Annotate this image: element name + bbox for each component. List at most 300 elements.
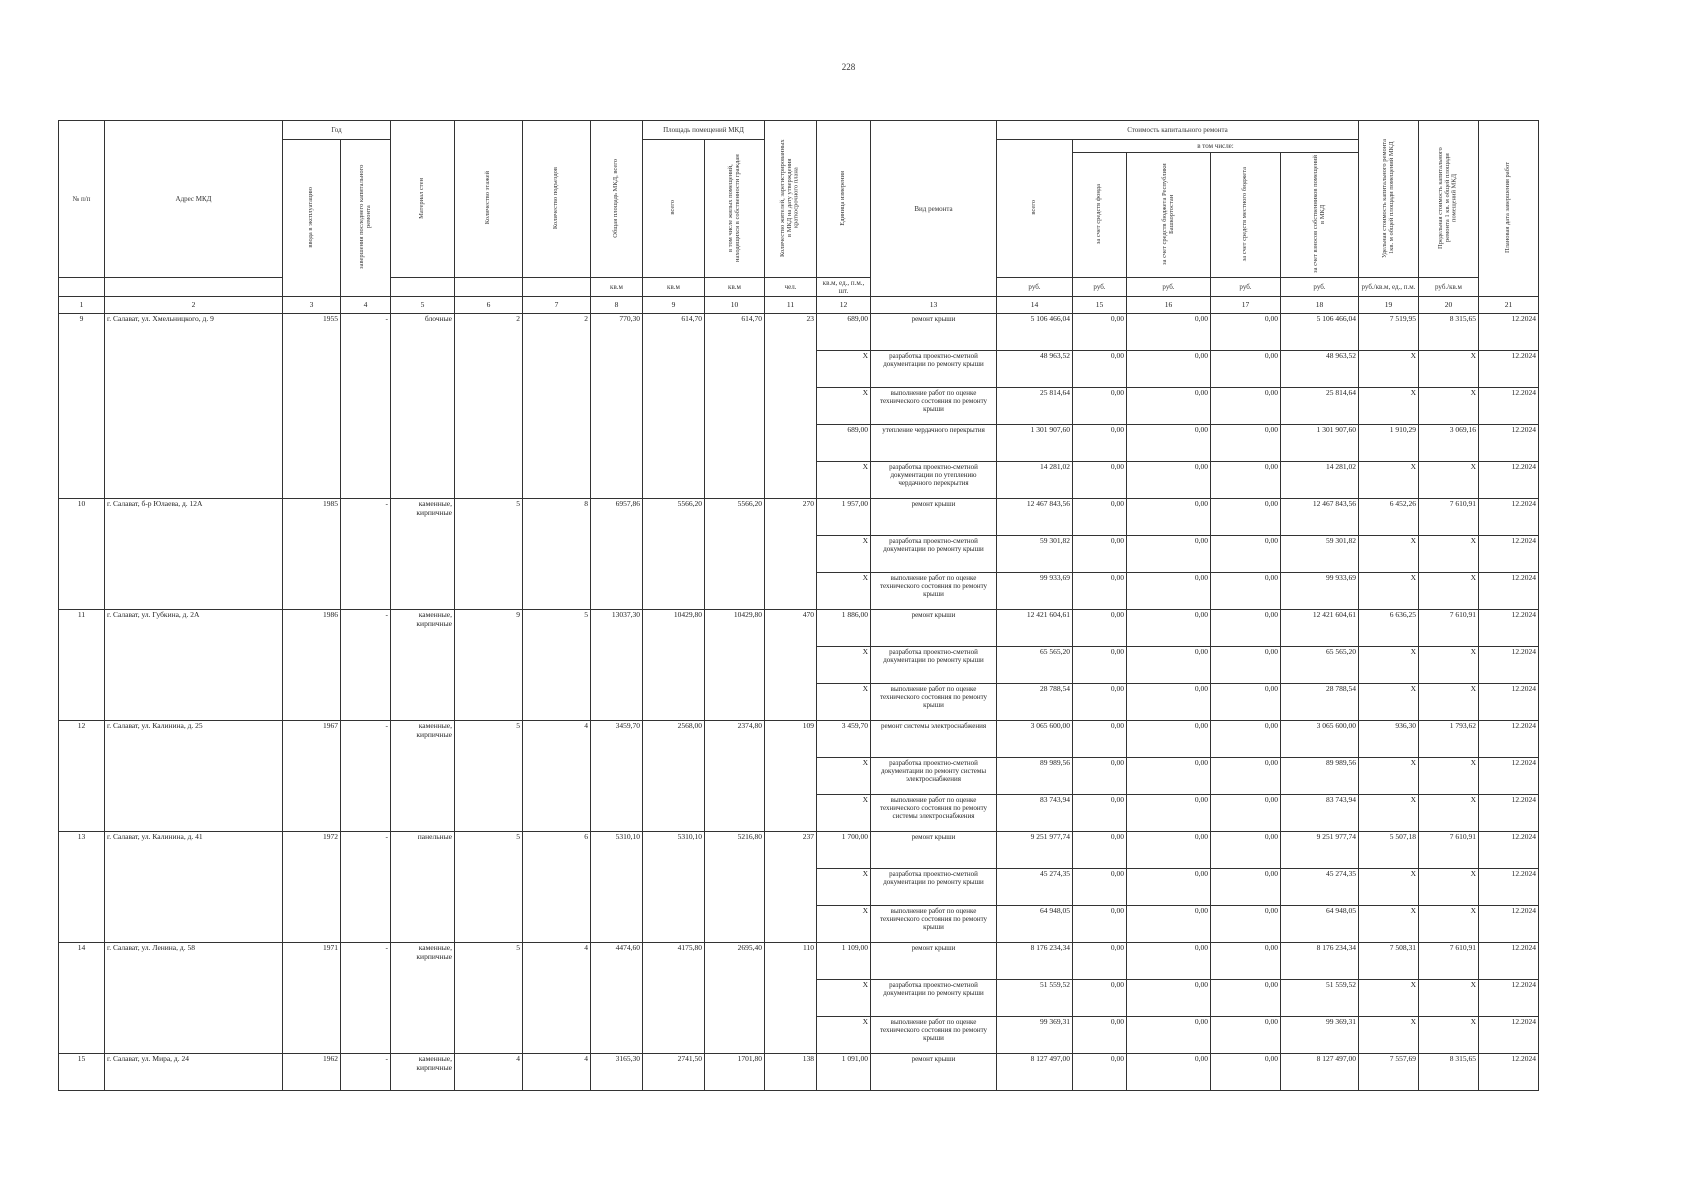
table-row <box>59 610 1539 647</box>
cost-local: 0,00 <box>1211 462 1281 499</box>
deadline-date: 12.2024 <box>1479 536 1539 573</box>
floors-count: 5 <box>455 943 523 1054</box>
cost-republic: 0,00 <box>1127 795 1211 832</box>
premises-included: 10429,80 <box>705 610 765 721</box>
unit-cost: X <box>1359 1017 1419 1054</box>
entrances-count: 2 <box>523 314 591 499</box>
limit-cost: 8 315,65 <box>1419 1054 1479 1091</box>
unit-cost: X <box>1359 647 1419 684</box>
entrances-count: 6 <box>523 832 591 943</box>
cost-total: 5 106 466,04 <box>997 314 1073 351</box>
deadline-date: 12.2024 <box>1479 869 1539 906</box>
cost-owners: 3 065 600,00 <box>1281 721 1359 758</box>
work-volume: X <box>817 906 871 943</box>
column-number: 20 <box>1419 297 1479 314</box>
cost-local: 0,00 <box>1211 425 1281 462</box>
floors-count: 9 <box>455 610 523 721</box>
cost-total: 28 788,54 <box>997 684 1073 721</box>
unit-cost: X <box>1359 536 1419 573</box>
limit-cost: X <box>1419 462 1479 499</box>
unit-empty-2 <box>105 278 283 297</box>
building-address: г. Салават, ул. Ленина, д. 58 <box>105 943 283 1054</box>
unit-cost-fund: руб. <box>1073 278 1127 297</box>
cost-total: 83 743,94 <box>997 795 1073 832</box>
table-row <box>59 943 1539 980</box>
cost-local: 0,00 <box>1211 758 1281 795</box>
column-number: 12 <box>817 297 871 314</box>
total-area: 5310,10 <box>591 832 643 943</box>
col-unit-cost-header: Удельная стоимость капитального ремонта 1кв. м общей площади помещений МКД <box>1359 121 1419 278</box>
cost-republic: 0,00 <box>1127 906 1211 943</box>
entrances-count: 5 <box>523 610 591 721</box>
deadline-date: 12.2024 <box>1479 1054 1539 1091</box>
building-number: 10 <box>59 499 105 610</box>
residents-count: 23 <box>765 314 817 499</box>
residents-count: 110 <box>765 943 817 1054</box>
column-numbers-row <box>59 297 1539 314</box>
floors-count: 5 <box>455 721 523 832</box>
cost-local: 0,00 <box>1211 795 1281 832</box>
cost-fund: 0,00 <box>1073 758 1127 795</box>
cost-fund: 0,00 <box>1073 1017 1127 1054</box>
unit-cost: X <box>1359 906 1419 943</box>
unit-premises-total: кв.м <box>643 278 705 297</box>
units-row <box>59 278 1539 297</box>
cost-fund: 0,00 <box>1073 980 1127 1017</box>
col-work-type-header: Вид ремонта <box>871 121 997 297</box>
col-year-group-header: Год <box>283 121 391 140</box>
cost-local: 0,00 <box>1211 573 1281 610</box>
unit-total-area: кв.м <box>591 278 643 297</box>
cost-republic: 0,00 <box>1127 388 1211 425</box>
unit-cost: 6 636,25 <box>1359 610 1419 647</box>
unit-limit-cost: руб./кв.м <box>1419 278 1479 297</box>
column-number: 10 <box>705 297 765 314</box>
cost-owners: 45 274,35 <box>1281 869 1359 906</box>
col-local-header: за счет средств местного бюджета <box>1211 153 1281 278</box>
cost-republic: 0,00 <box>1127 1054 1211 1091</box>
column-number: 3 <box>283 297 341 314</box>
premises-included: 614,70 <box>705 314 765 499</box>
unit-cost: X <box>1359 351 1419 388</box>
cost-local: 0,00 <box>1211 314 1281 351</box>
unit-empty-6 <box>455 278 523 297</box>
total-area: 4474,60 <box>591 943 643 1054</box>
limit-cost: X <box>1419 869 1479 906</box>
column-number: 16 <box>1127 297 1211 314</box>
cost-total: 51 559,52 <box>997 980 1073 1017</box>
year-built: 1971 <box>283 943 341 1054</box>
limit-cost: X <box>1419 906 1479 943</box>
unit-cost: 936,30 <box>1359 721 1419 758</box>
cost-total: 48 963,52 <box>997 351 1073 388</box>
wall-material: каменные, кирпичные <box>391 1054 455 1091</box>
wall-material: панельные <box>391 832 455 943</box>
year-last-repair: - <box>341 499 391 610</box>
deadline-date: 12.2024 <box>1479 462 1539 499</box>
column-number: 14 <box>997 297 1073 314</box>
cost-local: 0,00 <box>1211 647 1281 684</box>
page-number: 228 <box>841 62 856 72</box>
limit-cost: X <box>1419 684 1479 721</box>
col-wall-header: Материал стен <box>391 121 455 278</box>
cost-republic: 0,00 <box>1127 684 1211 721</box>
cost-owners: 83 743,94 <box>1281 795 1359 832</box>
premises-total: 4175,80 <box>643 943 705 1054</box>
work-volume: 689,00 <box>817 425 871 462</box>
column-number: 1 <box>59 297 105 314</box>
capital-repair-table <box>58 120 1539 1091</box>
premises-total: 5566,20 <box>643 499 705 610</box>
cost-fund: 0,00 <box>1073 499 1127 536</box>
work-volume: X <box>817 869 871 906</box>
cost-republic: 0,00 <box>1127 536 1211 573</box>
floors-count: 4 <box>455 1054 523 1091</box>
year-last-repair: - <box>341 314 391 499</box>
floors-count: 5 <box>455 832 523 943</box>
col-limit-cost-header: Предельная стоимость капитального ремонта 1 кв. м общей площади помещений МКД <box>1419 121 1479 278</box>
col-total-area-header: Общая площадь МКД, всего <box>591 121 643 278</box>
work-volume: 1 091,00 <box>817 1054 871 1091</box>
unit-cost-local: руб. <box>1211 278 1281 297</box>
cost-total: 14 281,02 <box>997 462 1073 499</box>
deadline-date: 12.2024 <box>1479 980 1539 1017</box>
deadline-date: 12.2024 <box>1479 758 1539 795</box>
work-volume: X <box>817 647 871 684</box>
cost-republic: 0,00 <box>1127 499 1211 536</box>
year-last-repair: - <box>341 1054 391 1091</box>
work-volume: 1 886,00 <box>817 610 871 647</box>
total-area: 6957,86 <box>591 499 643 610</box>
deadline-date: 12.2024 <box>1479 351 1539 388</box>
work-type: ремонт крыши <box>871 499 997 536</box>
cost-total: 99 933,69 <box>997 573 1073 610</box>
work-volume: 1 109,00 <box>817 943 871 980</box>
unit-unit-cost: руб./кв.м, ед., п.м. <box>1359 278 1419 297</box>
limit-cost: X <box>1419 758 1479 795</box>
deadline-date: 12.2024 <box>1479 647 1539 684</box>
col-residents-header: Количество жителей, зарегистрированных в МКД на дату утверждения краткосрочного плана <box>765 121 817 278</box>
cost-owners: 25 814,64 <box>1281 388 1359 425</box>
unit-cost-republic: руб. <box>1127 278 1211 297</box>
building-address: г. Салават, ул. Калинина, д. 25 <box>105 721 283 832</box>
premises-included: 1701,80 <box>705 1054 765 1091</box>
cost-owners: 64 948,05 <box>1281 906 1359 943</box>
unit-cost: X <box>1359 684 1419 721</box>
building-number: 9 <box>59 314 105 499</box>
deadline-date: 12.2024 <box>1479 499 1539 536</box>
column-number: 9 <box>643 297 705 314</box>
work-volume: X <box>817 351 871 388</box>
unit-cost: 7 508,31 <box>1359 943 1419 980</box>
col-year-last-header: завершения последнего капитального ремонта <box>341 140 391 297</box>
col-entrances-header: Количество подъездов <box>523 121 591 278</box>
deadline-date: 12.2024 <box>1479 684 1539 721</box>
premises-total: 2741,50 <box>643 1054 705 1091</box>
cost-owners: 48 963,52 <box>1281 351 1359 388</box>
cost-republic: 0,00 <box>1127 610 1211 647</box>
cost-local: 0,00 <box>1211 906 1281 943</box>
cost-local: 0,00 <box>1211 1054 1281 1091</box>
residents-count: 470 <box>765 610 817 721</box>
work-volume: X <box>817 758 871 795</box>
work-type: разработка проектно-сметной документации по ремонту системы электроснабжения <box>871 758 997 795</box>
work-type: выполнение работ по оценке технического состояния по ремонту системы электроснабжения <box>871 795 997 832</box>
cost-local: 0,00 <box>1211 610 1281 647</box>
work-volume: X <box>817 462 871 499</box>
cost-fund: 0,00 <box>1073 721 1127 758</box>
cost-owners: 12 421 604,61 <box>1281 610 1359 647</box>
cost-fund: 0,00 <box>1073 795 1127 832</box>
cost-local: 0,00 <box>1211 388 1281 425</box>
limit-cost: X <box>1419 351 1479 388</box>
col-address-header: Адрес МКД <box>105 121 283 278</box>
work-type: ремонт крыши <box>871 610 997 647</box>
cost-fund: 0,00 <box>1073 832 1127 869</box>
col-fund-header: за счет средств фонда <box>1073 153 1127 278</box>
cost-total: 65 565,20 <box>997 647 1073 684</box>
cost-total: 8 176 234,34 <box>997 943 1073 980</box>
deadline-date: 12.2024 <box>1479 425 1539 462</box>
cost-local: 0,00 <box>1211 832 1281 869</box>
unit-cost-total: руб. <box>997 278 1073 297</box>
cost-total: 89 989,56 <box>997 758 1073 795</box>
column-number: 11 <box>765 297 817 314</box>
unit-cost: 7 519,95 <box>1359 314 1419 351</box>
column-number: 2 <box>105 297 283 314</box>
col-cost-group-header: Стоимость капитального ремонта <box>997 121 1359 140</box>
year-last-repair: - <box>341 610 391 721</box>
floors-count: 5 <box>455 499 523 610</box>
unit-cost: X <box>1359 462 1419 499</box>
limit-cost: X <box>1419 388 1479 425</box>
cost-fund: 0,00 <box>1073 388 1127 425</box>
limit-cost: X <box>1419 536 1479 573</box>
cost-republic: 0,00 <box>1127 462 1211 499</box>
cost-local: 0,00 <box>1211 980 1281 1017</box>
work-type: ремонт системы электроснабжения <box>871 721 997 758</box>
cost-total: 9 251 977,74 <box>997 832 1073 869</box>
limit-cost: 3 069,16 <box>1419 425 1479 462</box>
work-type: выполнение работ по оценке технического состояния по ремонту крыши <box>871 906 997 943</box>
cost-fund: 0,00 <box>1073 462 1127 499</box>
work-type: ремонт крыши <box>871 943 997 980</box>
cost-republic: 0,00 <box>1127 980 1211 1017</box>
column-number: 19 <box>1359 297 1419 314</box>
building-number: 13 <box>59 832 105 943</box>
cost-total: 3 065 600,00 <box>997 721 1073 758</box>
limit-cost: X <box>1419 980 1479 1017</box>
building-number: 12 <box>59 721 105 832</box>
col-premises-included-header: в том числе жилых помещений, находящихся в собственности граждан <box>705 140 765 278</box>
unit-cost: 5 507,18 <box>1359 832 1419 869</box>
cost-owners: 14 281,02 <box>1281 462 1359 499</box>
cost-local: 0,00 <box>1211 1017 1281 1054</box>
cost-owners: 65 565,20 <box>1281 647 1359 684</box>
wall-material: каменные, кирпичные <box>391 943 455 1054</box>
cost-owners: 8 127 497,00 <box>1281 1054 1359 1091</box>
column-number: 5 <box>391 297 455 314</box>
unit-empty-7 <box>523 278 591 297</box>
header-row-1 <box>59 121 1539 140</box>
cost-fund: 0,00 <box>1073 573 1127 610</box>
cost-republic: 0,00 <box>1127 758 1211 795</box>
column-number: 6 <box>455 297 523 314</box>
work-volume: X <box>817 1017 871 1054</box>
column-number: 7 <box>523 297 591 314</box>
cost-fund: 0,00 <box>1073 647 1127 684</box>
total-area: 3459,70 <box>591 721 643 832</box>
work-type: выполнение работ по оценке технического состояния по ремонту крыши <box>871 684 997 721</box>
col-premises-group-header: Площадь помещений МКД <box>643 121 765 140</box>
cost-republic: 0,00 <box>1127 351 1211 388</box>
work-volume: X <box>817 684 871 721</box>
residents-count: 138 <box>765 1054 817 1091</box>
deadline-date: 12.2024 <box>1479 1017 1539 1054</box>
unit-premises-included: кв.м <box>705 278 765 297</box>
work-volume: X <box>817 795 871 832</box>
work-volume: X <box>817 573 871 610</box>
limit-cost: X <box>1419 647 1479 684</box>
cost-republic: 0,00 <box>1127 721 1211 758</box>
work-type: разработка проектно-сметной документации по утеплению чердачного перекрытия <box>871 462 997 499</box>
unit-cost: X <box>1359 795 1419 832</box>
cost-local: 0,00 <box>1211 869 1281 906</box>
cost-republic: 0,00 <box>1127 314 1211 351</box>
unit-cost: X <box>1359 573 1419 610</box>
work-volume: X <box>817 536 871 573</box>
cost-owners: 28 788,54 <box>1281 684 1359 721</box>
work-volume: X <box>817 980 871 1017</box>
work-volume: 1 700,00 <box>817 832 871 869</box>
cost-local: 0,00 <box>1211 943 1281 980</box>
cost-fund: 0,00 <box>1073 869 1127 906</box>
cost-fund: 0,00 <box>1073 1054 1127 1091</box>
deadline-date: 12.2024 <box>1479 832 1539 869</box>
cost-owners: 12 467 843,56 <box>1281 499 1359 536</box>
cost-republic: 0,00 <box>1127 425 1211 462</box>
premises-included: 5566,20 <box>705 499 765 610</box>
work-type: разработка проектно-сметной документации по ремонту крыши <box>871 869 997 906</box>
premises-total: 5310,10 <box>643 832 705 943</box>
col-incl-group-header: в том числе: <box>1073 140 1359 153</box>
work-type: утепление чердачного перекрытия <box>871 425 997 462</box>
limit-cost: 7 610,91 <box>1419 943 1479 980</box>
limit-cost: 7 610,91 <box>1419 499 1479 536</box>
work-type: ремонт крыши <box>871 314 997 351</box>
premises-total: 10429,80 <box>643 610 705 721</box>
cost-local: 0,00 <box>1211 351 1281 388</box>
cost-republic: 0,00 <box>1127 647 1211 684</box>
table-row <box>59 832 1539 869</box>
work-volume: 689,00 <box>817 314 871 351</box>
floors-count: 2 <box>455 314 523 499</box>
wall-material: каменные, кирпичные <box>391 610 455 721</box>
cost-owners: 51 559,52 <box>1281 980 1359 1017</box>
cost-republic: 0,00 <box>1127 1017 1211 1054</box>
column-number: 4 <box>341 297 391 314</box>
column-number: 13 <box>871 297 997 314</box>
cost-total: 8 127 497,00 <box>997 1054 1073 1091</box>
building-address: г. Салават, ул. Мира, д. 24 <box>105 1054 283 1091</box>
col-cost-total-header: всего <box>997 140 1073 278</box>
work-volume: 3 459,70 <box>817 721 871 758</box>
unit-cost: 7 557,69 <box>1359 1054 1419 1091</box>
cost-total: 25 814,64 <box>997 388 1073 425</box>
year-built: 1972 <box>283 832 341 943</box>
col-republic-header: за счет средств бюджета Республики Башкортостан <box>1127 153 1211 278</box>
limit-cost: X <box>1419 573 1479 610</box>
cost-total: 64 948,05 <box>997 906 1073 943</box>
col-measure-unit-header: Единица измерения <box>817 121 871 278</box>
deadline-date: 12.2024 <box>1479 388 1539 425</box>
work-type: разработка проектно-сметной документации по ремонту крыши <box>871 351 997 388</box>
entrances-count: 4 <box>523 721 591 832</box>
deadline-date: 12.2024 <box>1479 721 1539 758</box>
work-type: выполнение работ по оценке технического состояния по ремонту крыши <box>871 1017 997 1054</box>
entrances-count: 4 <box>523 943 591 1054</box>
building-number: 11 <box>59 610 105 721</box>
work-type: выполнение работ по оценке технического состояния по ремонту крыши <box>871 388 997 425</box>
cost-fund: 0,00 <box>1073 425 1127 462</box>
wall-material: каменные, кирпичные <box>391 499 455 610</box>
work-type: разработка проектно-сметной документации по ремонту крыши <box>871 980 997 1017</box>
table-row <box>59 499 1539 536</box>
total-area: 13037,30 <box>591 610 643 721</box>
work-volume: 1 957,00 <box>817 499 871 536</box>
cost-republic: 0,00 <box>1127 832 1211 869</box>
year-last-repair: - <box>341 943 391 1054</box>
building-address: г. Салават, ул. Хмельницкого, д. 9 <box>105 314 283 499</box>
cost-fund: 0,00 <box>1073 610 1127 647</box>
cost-fund: 0,00 <box>1073 943 1127 980</box>
deadline-date: 12.2024 <box>1479 795 1539 832</box>
unit-cost-owners: руб. <box>1281 278 1359 297</box>
deadline-date: 12.2024 <box>1479 314 1539 351</box>
cost-owners: 99 933,69 <box>1281 573 1359 610</box>
premises-included: 2695,40 <box>705 943 765 1054</box>
table-row <box>59 1054 1539 1091</box>
year-last-repair: - <box>341 721 391 832</box>
cost-owners: 9 251 977,74 <box>1281 832 1359 869</box>
column-number: 8 <box>591 297 643 314</box>
cost-fund: 0,00 <box>1073 314 1127 351</box>
table-row <box>59 721 1539 758</box>
cost-owners: 8 176 234,34 <box>1281 943 1359 980</box>
cost-local: 0,00 <box>1211 721 1281 758</box>
cost-fund: 0,00 <box>1073 684 1127 721</box>
col-owners-header: за счет взносов собственников помещений в МКД <box>1281 153 1359 278</box>
unit-cost: 1 910,29 <box>1359 425 1419 462</box>
cost-local: 0,00 <box>1211 536 1281 573</box>
cost-total: 99 369,31 <box>997 1017 1073 1054</box>
cost-local: 0,00 <box>1211 684 1281 721</box>
unit-residents: чел. <box>765 278 817 297</box>
cost-owners: 59 301,82 <box>1281 536 1359 573</box>
cost-owners: 1 301 907,60 <box>1281 425 1359 462</box>
premises-total: 2568,00 <box>643 721 705 832</box>
limit-cost: X <box>1419 795 1479 832</box>
deadline-date: 12.2024 <box>1479 573 1539 610</box>
premises-total: 614,70 <box>643 314 705 499</box>
work-type: разработка проектно-сметной документации по ремонту крыши <box>871 536 997 573</box>
work-type: ремонт крыши <box>871 832 997 869</box>
limit-cost: 8 315,65 <box>1419 314 1479 351</box>
unit-cost: X <box>1359 388 1419 425</box>
year-built: 1985 <box>283 499 341 610</box>
work-type: выполнение работ по оценке технического состояния по ремонту крыши <box>871 573 997 610</box>
building-address: г. Салават, б-р Юлаева, д. 12А <box>105 499 283 610</box>
